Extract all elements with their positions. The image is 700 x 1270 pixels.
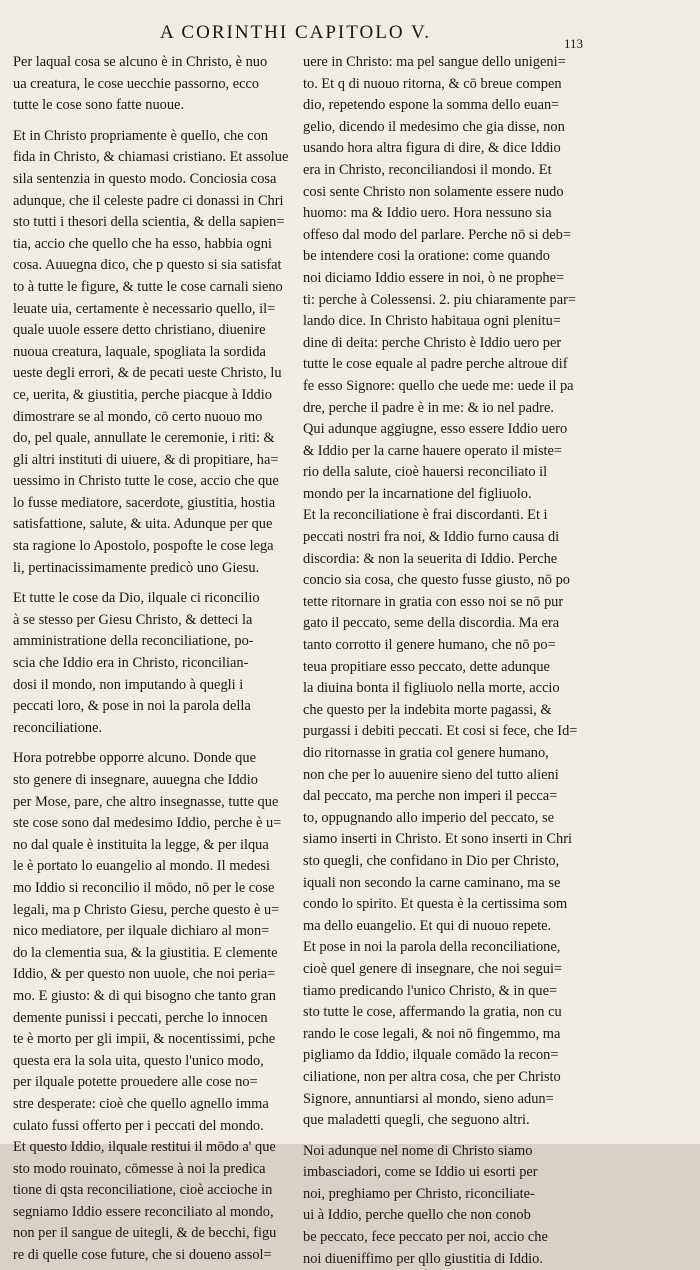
text-line: tutte le cose equale al padre perche altroue dif <box>303 356 568 373</box>
text-line: dre, perche il padre è in me: & io nel padre. <box>303 399 554 416</box>
text-line: usando hora altra figura di dire, & dice Iddio <box>303 140 561 157</box>
text-line: tiamo predicando l'unico Christo, & in que= <box>303 982 558 999</box>
page-number: 113 <box>564 36 584 51</box>
text-line: mo Iddio si reconcilio il mōdo, nō per le cose <box>13 879 275 896</box>
text-line: le è portato lo euangelio al mondo. Il medesi <box>13 858 270 875</box>
text-line: leuate uia, certamente è necessario quello, il= <box>13 300 276 317</box>
text-line: mo. E giusto: & di qui bisogno che tanto gran <box>13 987 277 1004</box>
text-line: Per laqual cosa se alcuno è in Christo, è nuo <box>13 54 268 70</box>
paragraph-gap <box>13 579 293 588</box>
text-line: sto tutti i thesori della scientia, & della sapien= <box>13 214 285 231</box>
text-line: che questo per la indebita morte pagassi, & <box>303 701 552 718</box>
text-line: stre desperate: cioè che quello agnello imma <box>13 1095 269 1112</box>
text-line: la diuina bonta il figliuolo nella morte, accio <box>303 680 560 697</box>
text-line: amministratione della reconciliatione, po- <box>13 633 254 650</box>
text-line: ma dello euangelio. Et qui di nuouo repete. <box>303 917 552 934</box>
text-line: be peccato, fece peccato per noi, accio che <box>303 1229 548 1246</box>
text-line: adunque, che il celeste padre ci donassi in Chri <box>13 192 284 209</box>
text-line: iquali non secondo la carne caminano, ma se <box>303 874 561 891</box>
text-line: à se stesso per Giesu Christo, & detteci la <box>13 611 253 628</box>
text-line: mondo per la incarnatione del figliuolo. <box>303 485 532 502</box>
text-line: sto tutte le cose, affermando la gratia, non cu <box>303 1004 562 1021</box>
text-line: tia, accio che quello che ha esso, habbia ogni <box>13 235 272 252</box>
text-line: era in Christo, reconciliandosi il mondo. Et <box>303 161 552 178</box>
text-line: & Iddio per la carne hauere operato il miste= <box>303 442 563 459</box>
text-line: dio ritornasse in gratia col genere humano, <box>303 745 549 761</box>
text-line: ti: perche à Colessensi. 2. piu chiaramente par= <box>303 291 577 308</box>
text-line: Et in Christo propriamente è quello, che con <box>13 127 268 144</box>
text-line: dine di deita: perche Christo è Iddio uero per <box>303 334 562 351</box>
text-line: nico mediatore, per ilquale dichiaro al mon= <box>13 923 270 940</box>
text-line: sto genere di insegnare, auuegna che Iddio <box>13 772 258 788</box>
text-line: sta ragione lo Apostolo, pospofte le cose lega <box>13 538 274 555</box>
text-line: segniamo Iddio essere reconciliato al mondo, <box>13 1203 274 1220</box>
text-line: no dal quale è instituita la legge, & per ilqua <box>13 836 269 853</box>
paragraph <box>13 748 293 1266</box>
text-line: imbasciadori, come se Iddio ui esorti per <box>303 1164 538 1181</box>
text-line: Et la reconciliatione è frai discordanti. Et i <box>303 507 548 524</box>
text-line: ciliatione, non per altra cosa, che per Christo <box>303 1068 561 1085</box>
page-header <box>0 22 700 52</box>
right-text-column <box>303 52 587 1270</box>
text-line: tanto corrotto il genere humano, che nō po= <box>303 637 556 654</box>
paragraph-gap <box>13 117 293 126</box>
text-line: sto quegli, che confidano in Dio per Christo, <box>303 852 560 869</box>
text-line: ua creatura, le cose uecchie passorno, ecco <box>13 75 260 92</box>
text-line: te è morto per gli impii, & nocentissimi, pche <box>13 1031 276 1048</box>
text-line: tutte le cose sono fatte nuoue. <box>13 97 185 114</box>
text-line: pigliamo da Iddio, ilquale comādo la recon= <box>303 1047 559 1064</box>
text-line: dosi il mondo, non imputando à quegli i <box>13 676 244 693</box>
text-line: gato il peccato, seme della discordia. Ma era <box>303 615 560 632</box>
text-line: noi diueniffimo per qllo giustitia di Iddio. <box>303 1250 543 1267</box>
paragraph <box>13 588 293 739</box>
text-line: to. Et q di nuouo ritorna, & cō breue compen <box>303 75 562 92</box>
text-line: to à tutte le figure, & tutte le cose carnali sieno <box>13 278 283 295</box>
text-line: scia che Iddio era in Christo, riconcilian- <box>13 655 249 672</box>
text-line: Et questo Iddio, ilquale restitui il mōdo a' que <box>13 1139 276 1156</box>
running-title: A CORINTHI CAPITOLO V. <box>160 22 431 43</box>
text-line: teua propitiare esso peccato, dette adunque <box>303 658 550 675</box>
text-line: reconciliatione. <box>13 719 103 736</box>
text-line: to, oppugnando allo imperio del peccato, se <box>303 809 554 826</box>
text-line: que maladetti quegli, che seguono altri. <box>303 1112 530 1129</box>
text-line: re di quelle cose future, che si doueno assol= <box>13 1247 272 1264</box>
text-line: Iddio, & per questo non uuole, che noi peria= <box>13 966 276 983</box>
paragraph <box>303 1141 587 1270</box>
text-line: Et pose in noi la parola della reconciliatione, <box>303 939 561 956</box>
paragraph-gap <box>13 739 293 748</box>
text-line: peccati nostri fra noi, & Iddio furno causa di <box>303 529 560 546</box>
text-line: li, pertinacissimamente predicò uno Giesu. <box>13 559 260 576</box>
text-line: offeso dal modo del parlare. Perche nō si deb= <box>303 226 571 243</box>
text-line: ui à Iddio, perche quello che non conob <box>303 1207 531 1224</box>
text-line: per ilquale potette prouedere alle cose no= <box>13 1074 258 1091</box>
paragraph-gap <box>303 1132 587 1141</box>
text-line: purgassi i debiti peccati. Et cosi si fece, che Id= <box>303 723 578 740</box>
text-line: huomo: ma & Iddio uero. Hora nessuno sia <box>303 205 552 222</box>
text-line: legali, ma p Christo Giesu, perche questo è u= <box>13 901 280 918</box>
text-line: do, pel quale, annullate le ceremonie, i riti: & <box>13 430 275 447</box>
text-line: ueste degli errori, & de pecati ueste Christo, lu <box>13 365 282 382</box>
text-line: rio della salute, cioè hauersi reconciliato il <box>303 464 548 481</box>
text-line: discordia: & non la seuerita di Iddio. Perche <box>303 550 558 567</box>
paragraph <box>13 126 293 579</box>
text-line: Signore, annuntiarsi al mondo, sieno adun= <box>303 1090 554 1107</box>
text-line: uessimo in Christo tutte le cose, accio che que <box>13 473 279 490</box>
paragraph <box>303 52 587 1132</box>
text-line: dimostrare se al mondo, cō certo nuouo mo <box>13 408 263 425</box>
text-line: noi, preghiamo per Christo, riconciliate- <box>303 1185 535 1202</box>
text-line: lo fusse mediatore, sacerdote, giustitia, hostia <box>13 494 276 511</box>
text-line: sila sentenzia in questo modo. Conciosia cosa <box>13 170 277 187</box>
text-line: Noi adunque nel nome di Christo siamo <box>303 1142 533 1159</box>
text-line: noi diciamo Iddio essere in noi, ò ne prophe= <box>303 269 565 286</box>
text-line: fida in Christo, & chiamasi cristiano. Et assolue <box>13 149 289 166</box>
text-line: do la clementia sua, & la giustitia. E clemente <box>13 944 278 961</box>
text-line: tione di qsta reconciliatione, cioè accioche in <box>13 1182 273 1199</box>
text-line: uere in Christo: ma pel sangue dello unigeni= <box>303 54 566 70</box>
text-line: nuoua creatura, laquale, spogliata la sordida <box>13 343 266 360</box>
text-line: ce, uerita, & giustitia, perche piacque à Iddio <box>13 386 272 403</box>
text-line: fe esso Signore: quello che uede me: uede il pa <box>303 377 574 394</box>
text-line: cosi sente Christo non solamente essere nudo <box>303 183 564 200</box>
left-text-column <box>13 52 293 1267</box>
text-line: per Mose, pare, che altro insegnasse, tutte que <box>13 793 279 810</box>
text-line: Hora potrebbe opporre alcuno. Donde que <box>13 750 256 767</box>
text-line: non per il sangue de uitegli, & de becchi, figu <box>13 1225 277 1242</box>
text-line: quale uuole essere detto christiano, diuenire <box>13 322 266 339</box>
text-line: rando le cose legali, & noi nō fingemmo, ma <box>303 1025 561 1042</box>
text-line: non che per lo auuenire sieno del tutto alieni <box>303 766 559 783</box>
text-line: Et tutte le cose da Dio, ilquale ci riconcilio <box>13 590 260 607</box>
text-line: ste cose sono dal medesimo Iddio, perche è u= <box>13 815 282 832</box>
text-line: questa era la sola uita, questo l'unico modo, <box>13 1052 264 1069</box>
text-line: cosa. Auuegna dico, che p questo si sia satisfat <box>13 257 282 274</box>
text-line: be intendere cosi la oratione: come quando <box>303 248 550 265</box>
paragraph <box>13 52 293 117</box>
text-line: satisfattione, salute, & uita. Adunque per que <box>13 516 273 533</box>
text-line: demente punissi i peccati, perche lo innocen <box>13 1009 268 1026</box>
text-line: Qui adunque aggiugne, esso essere Iddio uero <box>303 421 568 438</box>
text-line: gelio, dicendo il medesimo che gia disse, non <box>303 118 565 135</box>
text-line: dio, repetendo espone la somma dello euan= <box>303 97 560 114</box>
text-line: lando dice. In Christo habitaua ogni plenitu= <box>303 313 561 330</box>
text-line: gli altri instituti di uiuere, & di propitiare, ha= <box>13 451 279 468</box>
text-line: tette ritornare in gratia con esso noi se nō pur <box>303 593 564 610</box>
text-line: sto modo rouinato, cōmesse à noi la predica <box>13 1160 266 1177</box>
text-line: siamo inserti in Christo. Et sono inserti in Chri <box>303 831 573 848</box>
text-line: peccati loro, & pose in noi la parola della <box>13 698 251 715</box>
text-line: concio sia cosa, che questo fusse giusto, nō po <box>303 572 570 589</box>
text-line: culato fussi offerto per i peccati del mondo. <box>13 1117 264 1134</box>
text-line: cioè quel genere di insegnare, che noi segui= <box>303 960 563 977</box>
text-line: condo lo spirito. Et questa è la certissima som <box>303 896 568 913</box>
text-line: dal peccato, ma perche non imperi il pecca= <box>303 788 558 805</box>
